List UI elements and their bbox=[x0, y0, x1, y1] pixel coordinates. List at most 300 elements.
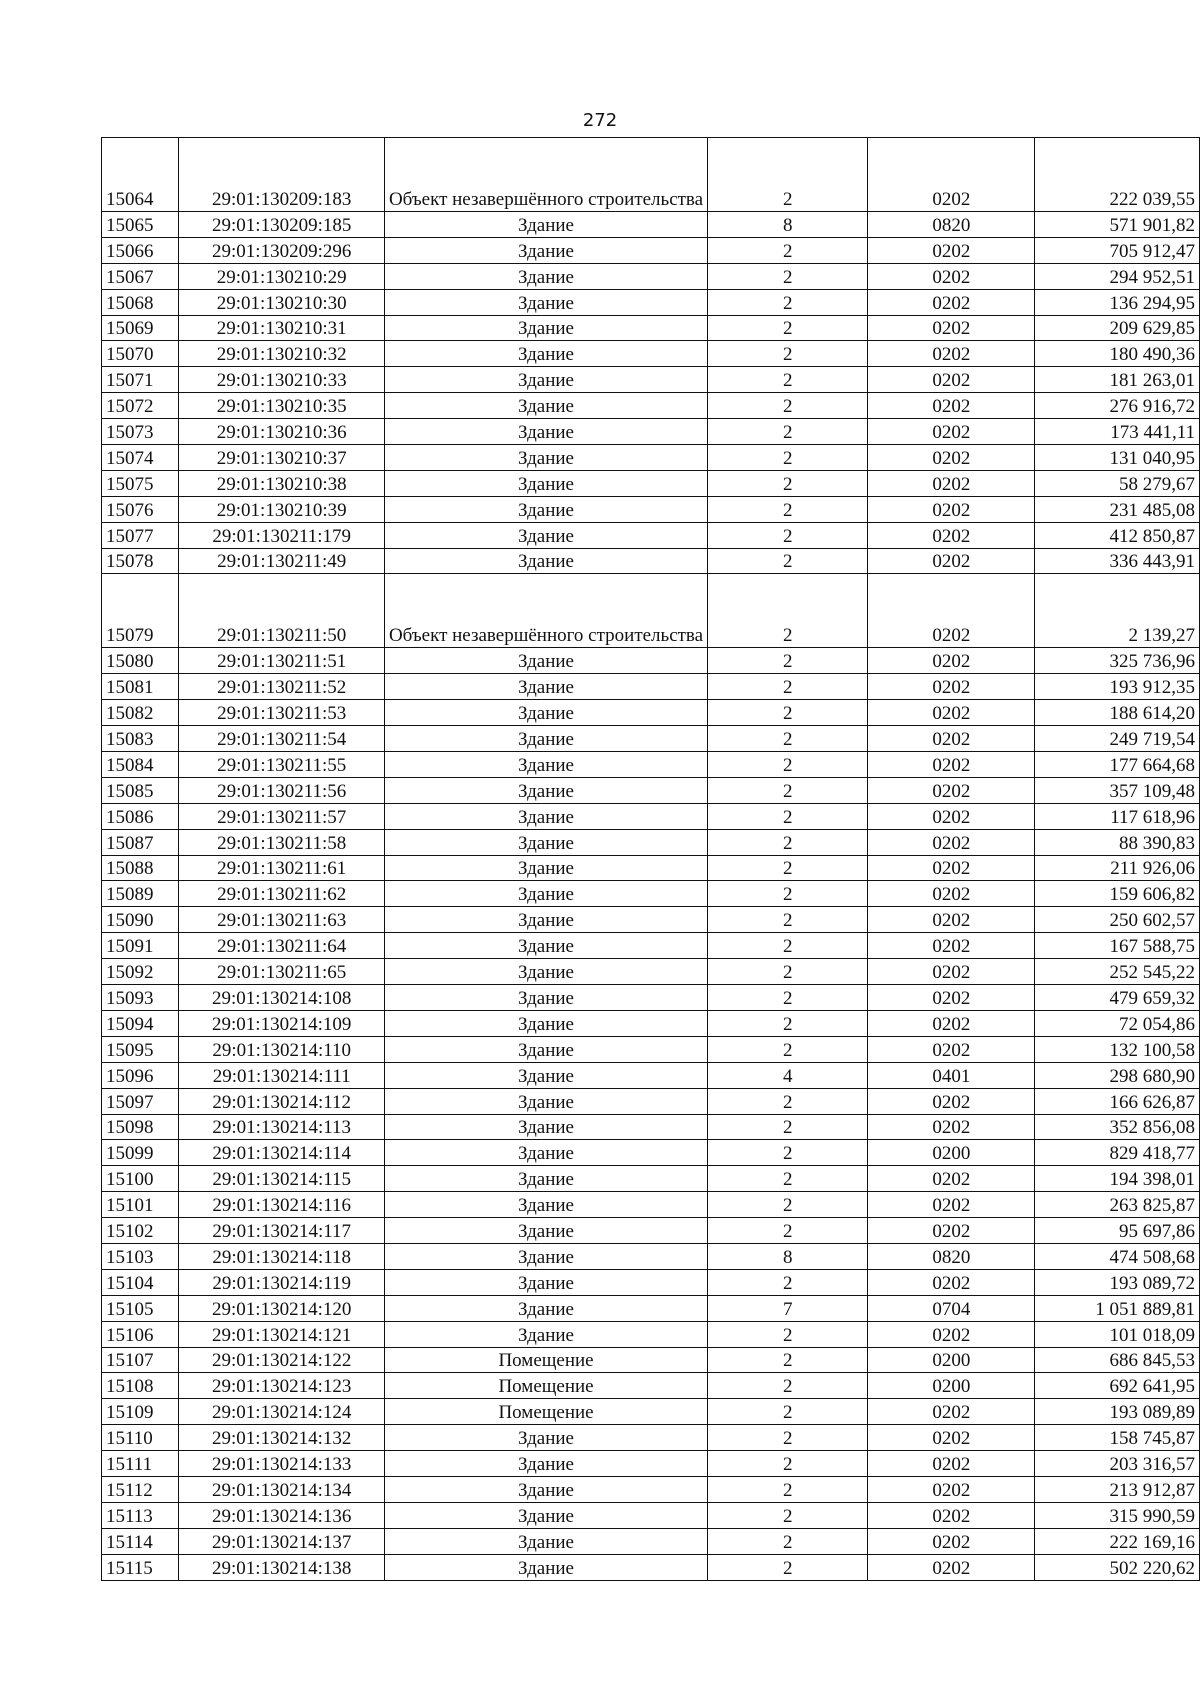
cadastral-number-cell: 29:01:130214:136 bbox=[179, 1502, 384, 1528]
object-type-cell: Здание bbox=[384, 548, 707, 574]
group-code-cell: 2 bbox=[708, 138, 868, 212]
object-type-cell: Здание bbox=[384, 907, 707, 933]
subgroup-code-cell: 0202 bbox=[868, 1192, 1035, 1218]
cadastral-value-cell: 412 850,87 bbox=[1035, 522, 1200, 548]
row-number-cell: 15099 bbox=[102, 1140, 179, 1166]
row-number-cell: 15081 bbox=[102, 674, 179, 700]
cadastral-number-cell: 29:01:130211:52 bbox=[179, 674, 384, 700]
cadastral-number-cell: 29:01:130211:63 bbox=[179, 907, 384, 933]
subgroup-code-cell: 0202 bbox=[868, 777, 1035, 803]
cadastral-value-cell: 136 294,95 bbox=[1035, 289, 1200, 315]
group-code-cell: 2 bbox=[708, 367, 868, 393]
row-number-cell: 15093 bbox=[102, 985, 179, 1011]
cadastral-value-cell: 180 490,36 bbox=[1035, 341, 1200, 367]
group-code-cell: 2 bbox=[708, 1554, 868, 1580]
row-number-cell: 15076 bbox=[102, 496, 179, 522]
object-type-cell: Здание bbox=[384, 522, 707, 548]
cadastral-number-cell: 29:01:130210:31 bbox=[179, 315, 384, 341]
subgroup-code-cell: 0202 bbox=[868, 1425, 1035, 1451]
subgroup-code-cell: 0202 bbox=[868, 496, 1035, 522]
row-number-cell: 15100 bbox=[102, 1166, 179, 1192]
group-code-cell: 2 bbox=[708, 1166, 868, 1192]
cadastral-value-cell: 209 629,85 bbox=[1035, 315, 1200, 341]
object-type-cell: Здание bbox=[384, 1010, 707, 1036]
subgroup-code-cell: 0202 bbox=[868, 933, 1035, 959]
object-type-cell: Здание bbox=[384, 829, 707, 855]
cadastral-value-cell: 222 169,16 bbox=[1035, 1528, 1200, 1554]
subgroup-code-cell: 0202 bbox=[868, 985, 1035, 1011]
subgroup-code-cell: 0200 bbox=[868, 1140, 1035, 1166]
cadastral-number-cell: 29:01:130214:116 bbox=[179, 1192, 384, 1218]
object-type-cell: Помещение bbox=[384, 1373, 707, 1399]
row-number-cell: 15065 bbox=[102, 212, 179, 238]
cadastral-number-cell: 29:01:130211:64 bbox=[179, 933, 384, 959]
cadastral-number-cell: 29:01:130214:114 bbox=[179, 1140, 384, 1166]
cadastral-number-cell: 29:01:130214:123 bbox=[179, 1373, 384, 1399]
object-type-cell: Здание bbox=[384, 496, 707, 522]
subgroup-code-cell: 0202 bbox=[868, 1036, 1035, 1062]
cadastral-value-cell: 166 626,87 bbox=[1035, 1088, 1200, 1114]
table-row bbox=[102, 1295, 1200, 1321]
subgroup-code-cell: 0202 bbox=[868, 881, 1035, 907]
row-number-cell: 15068 bbox=[102, 289, 179, 315]
group-code-cell: 2 bbox=[708, 393, 868, 419]
row-number-cell: 15075 bbox=[102, 470, 179, 496]
object-type-cell: Помещение bbox=[384, 1399, 707, 1425]
table-row bbox=[102, 1010, 1200, 1036]
object-type-cell: Здание bbox=[384, 263, 707, 289]
cadastral-number-cell: 29:01:130214:109 bbox=[179, 1010, 384, 1036]
row-number-cell: 15079 bbox=[102, 574, 179, 648]
object-type-cell: Здание bbox=[384, 1425, 707, 1451]
group-code-cell: 4 bbox=[708, 1062, 868, 1088]
subgroup-code-cell: 0202 bbox=[868, 367, 1035, 393]
group-code-cell: 2 bbox=[708, 1036, 868, 1062]
table-row bbox=[102, 548, 1200, 574]
row-number-cell: 15085 bbox=[102, 777, 179, 803]
cadastral-value-cell: 1 051 889,81 bbox=[1035, 1295, 1200, 1321]
table-row bbox=[102, 881, 1200, 907]
object-type-cell: Здание bbox=[384, 341, 707, 367]
cadastral-value-cell: 336 443,91 bbox=[1035, 548, 1200, 574]
subgroup-code-cell: 0202 bbox=[868, 445, 1035, 471]
table-row bbox=[102, 1140, 1200, 1166]
table-row bbox=[102, 1528, 1200, 1554]
cadastral-number-cell: 29:01:130209:183 bbox=[179, 138, 384, 212]
table-body bbox=[102, 138, 1200, 1581]
subgroup-code-cell: 0202 bbox=[868, 1269, 1035, 1295]
cadastral-number-cell: 29:01:130210:29 bbox=[179, 263, 384, 289]
table-row bbox=[102, 674, 1200, 700]
cadastral-number-cell: 29:01:130214:138 bbox=[179, 1554, 384, 1580]
table-row bbox=[102, 367, 1200, 393]
object-type-cell: Здание bbox=[384, 1166, 707, 1192]
group-code-cell: 2 bbox=[708, 855, 868, 881]
subgroup-code-cell: 0202 bbox=[868, 1476, 1035, 1502]
subgroup-code-cell: 0202 bbox=[868, 829, 1035, 855]
group-code-cell: 2 bbox=[708, 933, 868, 959]
cadastral-value-cell: 315 990,59 bbox=[1035, 1502, 1200, 1528]
row-number-cell: 15113 bbox=[102, 1502, 179, 1528]
row-number-cell: 15092 bbox=[102, 959, 179, 985]
group-code-cell: 2 bbox=[708, 1347, 868, 1373]
object-type-cell: Здание bbox=[384, 1554, 707, 1580]
object-type-cell: Здание bbox=[384, 726, 707, 752]
object-type-cell: Здание bbox=[384, 445, 707, 471]
cadastral-value-cell: 692 641,95 bbox=[1035, 1373, 1200, 1399]
row-number-cell: 15089 bbox=[102, 881, 179, 907]
table-row bbox=[102, 933, 1200, 959]
object-type-cell: Здание bbox=[384, 1140, 707, 1166]
cadastral-number-cell: 29:01:130210:37 bbox=[179, 445, 384, 471]
table-row bbox=[102, 1321, 1200, 1347]
group-code-cell: 2 bbox=[708, 726, 868, 752]
cadastral-number-cell: 29:01:130214:110 bbox=[179, 1036, 384, 1062]
cadastral-value-table bbox=[101, 137, 1200, 1581]
cadastral-number-cell: 29:01:130214:120 bbox=[179, 1295, 384, 1321]
cadastral-number-cell: 29:01:130211:56 bbox=[179, 777, 384, 803]
cadastral-number-cell: 29:01:130210:32 bbox=[179, 341, 384, 367]
cadastral-value-cell: 58 279,67 bbox=[1035, 470, 1200, 496]
object-type-cell: Здание bbox=[384, 700, 707, 726]
table-row bbox=[102, 289, 1200, 315]
cadastral-value-cell: 193 089,72 bbox=[1035, 1269, 1200, 1295]
object-type-cell: Здание bbox=[384, 1088, 707, 1114]
cadastral-value-cell: 177 664,68 bbox=[1035, 752, 1200, 778]
cadastral-value-cell: 194 398,01 bbox=[1035, 1166, 1200, 1192]
table-row bbox=[102, 1036, 1200, 1062]
cadastral-number-cell: 29:01:130210:38 bbox=[179, 470, 384, 496]
object-type-cell: Здание bbox=[384, 1528, 707, 1554]
table-row bbox=[102, 1347, 1200, 1373]
group-code-cell: 2 bbox=[708, 237, 868, 263]
object-type-cell: Здание bbox=[384, 985, 707, 1011]
row-number-cell: 15094 bbox=[102, 1010, 179, 1036]
cadastral-value-cell: 131 040,95 bbox=[1035, 445, 1200, 471]
cadastral-number-cell: 29:01:130211:50 bbox=[179, 574, 384, 648]
object-type-cell: Здание bbox=[384, 777, 707, 803]
cadastral-value-cell: 95 697,86 bbox=[1035, 1218, 1200, 1244]
cadastral-number-cell: 29:01:130211:53 bbox=[179, 700, 384, 726]
row-number-cell: 15080 bbox=[102, 648, 179, 674]
cadastral-number-cell: 29:01:130210:33 bbox=[179, 367, 384, 393]
group-code-cell: 2 bbox=[708, 1192, 868, 1218]
row-number-cell: 15073 bbox=[102, 419, 179, 445]
object-type-cell: Здание bbox=[384, 1218, 707, 1244]
subgroup-code-cell: 0820 bbox=[868, 1243, 1035, 1269]
cadastral-number-cell: 29:01:130211:62 bbox=[179, 881, 384, 907]
group-code-cell: 2 bbox=[708, 803, 868, 829]
cadastral-value-cell: 474 508,68 bbox=[1035, 1243, 1200, 1269]
object-type-cell: Здание bbox=[384, 959, 707, 985]
subgroup-code-cell: 0202 bbox=[868, 700, 1035, 726]
subgroup-code-cell: 0202 bbox=[868, 1399, 1035, 1425]
object-type-cell: Здание bbox=[384, 289, 707, 315]
row-number-cell: 15074 bbox=[102, 445, 179, 471]
cadastral-number-cell: 29:01:130214:111 bbox=[179, 1062, 384, 1088]
row-number-cell: 15102 bbox=[102, 1218, 179, 1244]
cadastral-value-cell: 357 109,48 bbox=[1035, 777, 1200, 803]
group-code-cell: 2 bbox=[708, 985, 868, 1011]
group-code-cell: 2 bbox=[708, 1114, 868, 1140]
object-type-cell: Здание bbox=[384, 1295, 707, 1321]
table-row bbox=[102, 237, 1200, 263]
group-code-cell: 2 bbox=[708, 341, 868, 367]
group-code-cell: 2 bbox=[708, 445, 868, 471]
table-row bbox=[102, 445, 1200, 471]
cadastral-number-cell: 29:01:130214:124 bbox=[179, 1399, 384, 1425]
cadastral-number-cell: 29:01:130210:39 bbox=[179, 496, 384, 522]
group-code-cell: 2 bbox=[708, 574, 868, 648]
subgroup-code-cell: 0202 bbox=[868, 419, 1035, 445]
subgroup-code-cell: 0202 bbox=[868, 574, 1035, 648]
group-code-cell: 2 bbox=[708, 419, 868, 445]
subgroup-code-cell: 0202 bbox=[868, 1451, 1035, 1477]
row-number-cell: 15084 bbox=[102, 752, 179, 778]
table-row bbox=[102, 470, 1200, 496]
object-type-cell: Здание bbox=[384, 393, 707, 419]
cadastral-value-cell: 117 618,96 bbox=[1035, 803, 1200, 829]
table-row bbox=[102, 1502, 1200, 1528]
cadastral-number-cell: 29:01:130211:65 bbox=[179, 959, 384, 985]
subgroup-code-cell: 0202 bbox=[868, 393, 1035, 419]
table-row bbox=[102, 1425, 1200, 1451]
group-code-cell: 8 bbox=[708, 212, 868, 238]
subgroup-code-cell: 0202 bbox=[868, 470, 1035, 496]
row-number-cell: 15105 bbox=[102, 1295, 179, 1321]
cadastral-number-cell: 29:01:130214:113 bbox=[179, 1114, 384, 1140]
row-number-cell: 15104 bbox=[102, 1269, 179, 1295]
group-code-cell: 2 bbox=[708, 1528, 868, 1554]
table-row bbox=[102, 1373, 1200, 1399]
cadastral-value-cell: 829 418,77 bbox=[1035, 1140, 1200, 1166]
cadastral-value-cell: 193 089,89 bbox=[1035, 1399, 1200, 1425]
cadastral-value-cell: 167 588,75 bbox=[1035, 933, 1200, 959]
row-number-cell: 15090 bbox=[102, 907, 179, 933]
table-row bbox=[102, 212, 1200, 238]
table-row bbox=[102, 855, 1200, 881]
cadastral-value-cell: 252 545,22 bbox=[1035, 959, 1200, 985]
table-row bbox=[102, 1062, 1200, 1088]
group-code-cell: 2 bbox=[708, 1010, 868, 1036]
object-type-cell: Здание bbox=[384, 470, 707, 496]
row-number-cell: 15097 bbox=[102, 1088, 179, 1114]
subgroup-code-cell: 0202 bbox=[868, 1321, 1035, 1347]
group-code-cell: 2 bbox=[708, 674, 868, 700]
group-code-cell: 2 bbox=[708, 522, 868, 548]
cadastral-value-cell: 276 916,72 bbox=[1035, 393, 1200, 419]
row-number-cell: 15108 bbox=[102, 1373, 179, 1399]
subgroup-code-cell: 0202 bbox=[868, 1528, 1035, 1554]
cadastral-number-cell: 29:01:130211:55 bbox=[179, 752, 384, 778]
cadastral-value-cell: 502 220,62 bbox=[1035, 1554, 1200, 1580]
cadastral-value-cell: 2 139,27 bbox=[1035, 574, 1200, 648]
table-row bbox=[102, 1476, 1200, 1502]
table-row bbox=[102, 574, 1200, 648]
cadastral-value-cell: 686 845,53 bbox=[1035, 1347, 1200, 1373]
row-number-cell: 15091 bbox=[102, 933, 179, 959]
row-number-cell: 15109 bbox=[102, 1399, 179, 1425]
object-type-cell: Здание bbox=[384, 1243, 707, 1269]
cadastral-number-cell: 29:01:130211:51 bbox=[179, 648, 384, 674]
table-row bbox=[102, 803, 1200, 829]
object-type-cell: Здание bbox=[384, 1476, 707, 1502]
cadastral-number-cell: 29:01:130210:36 bbox=[179, 419, 384, 445]
object-type-cell: Здание bbox=[384, 933, 707, 959]
cadastral-number-cell: 29:01:130214:133 bbox=[179, 1451, 384, 1477]
table-row bbox=[102, 1088, 1200, 1114]
row-number-cell: 15106 bbox=[102, 1321, 179, 1347]
table-row bbox=[102, 700, 1200, 726]
table-row bbox=[102, 1269, 1200, 1295]
group-code-cell: 2 bbox=[708, 315, 868, 341]
object-type-cell: Здание bbox=[384, 237, 707, 263]
row-number-cell: 15083 bbox=[102, 726, 179, 752]
cadastral-value-cell: 158 745,87 bbox=[1035, 1425, 1200, 1451]
row-number-cell: 15103 bbox=[102, 1243, 179, 1269]
table-row bbox=[102, 1218, 1200, 1244]
row-number-cell: 15088 bbox=[102, 855, 179, 881]
row-number-cell: 15078 bbox=[102, 548, 179, 574]
row-number-cell: 15111 bbox=[102, 1451, 179, 1477]
subgroup-code-cell: 0202 bbox=[868, 315, 1035, 341]
cadastral-number-cell: 29:01:130211:57 bbox=[179, 803, 384, 829]
cadastral-number-cell: 29:01:130211:179 bbox=[179, 522, 384, 548]
row-number-cell: 15066 bbox=[102, 237, 179, 263]
group-code-cell: 2 bbox=[708, 1451, 868, 1477]
subgroup-code-cell: 0202 bbox=[868, 341, 1035, 367]
cadastral-value-cell: 263 825,87 bbox=[1035, 1192, 1200, 1218]
object-type-cell: Здание bbox=[384, 419, 707, 445]
row-number-cell: 15101 bbox=[102, 1192, 179, 1218]
group-code-cell: 2 bbox=[708, 1373, 868, 1399]
row-number-cell: 15069 bbox=[102, 315, 179, 341]
table-row bbox=[102, 752, 1200, 778]
cadastral-value-cell: 294 952,51 bbox=[1035, 263, 1200, 289]
cadastral-number-cell: 29:01:130211:54 bbox=[179, 726, 384, 752]
group-code-cell: 2 bbox=[708, 648, 868, 674]
table-row bbox=[102, 263, 1200, 289]
subgroup-code-cell: 0202 bbox=[868, 522, 1035, 548]
object-type-cell: Здание bbox=[384, 1269, 707, 1295]
cadastral-value-cell: 250 602,57 bbox=[1035, 907, 1200, 933]
cadastral-number-cell: 29:01:130209:185 bbox=[179, 212, 384, 238]
group-code-cell: 2 bbox=[708, 907, 868, 933]
object-type-cell: Здание bbox=[384, 1451, 707, 1477]
table-row bbox=[102, 985, 1200, 1011]
subgroup-code-cell: 0401 bbox=[868, 1062, 1035, 1088]
table-row bbox=[102, 1399, 1200, 1425]
table-row bbox=[102, 907, 1200, 933]
table-row bbox=[102, 959, 1200, 985]
object-type-cell: Здание bbox=[384, 803, 707, 829]
cadastral-value-cell: 159 606,82 bbox=[1035, 881, 1200, 907]
row-number-cell: 15110 bbox=[102, 1425, 179, 1451]
cadastral-number-cell: 29:01:130214:119 bbox=[179, 1269, 384, 1295]
group-code-cell: 2 bbox=[708, 1425, 868, 1451]
object-type-cell: Здание bbox=[384, 752, 707, 778]
cadastral-value-cell: 72 054,86 bbox=[1035, 1010, 1200, 1036]
subgroup-code-cell: 0202 bbox=[868, 138, 1035, 212]
subgroup-code-cell: 0202 bbox=[868, 752, 1035, 778]
subgroup-code-cell: 0202 bbox=[868, 1010, 1035, 1036]
row-number-cell: 15072 bbox=[102, 393, 179, 419]
cadastral-number-cell: 29:01:130211:49 bbox=[179, 548, 384, 574]
cadastral-number-cell: 29:01:130214:121 bbox=[179, 1321, 384, 1347]
cadastral-value-cell: 705 912,47 bbox=[1035, 237, 1200, 263]
table-row bbox=[102, 341, 1200, 367]
group-code-cell: 2 bbox=[708, 1088, 868, 1114]
subgroup-code-cell: 0202 bbox=[868, 548, 1035, 574]
table-row bbox=[102, 419, 1200, 445]
subgroup-code-cell: 0704 bbox=[868, 1295, 1035, 1321]
table-row bbox=[102, 1114, 1200, 1140]
table-row bbox=[102, 315, 1200, 341]
table-row bbox=[102, 393, 1200, 419]
object-type-cell: Здание bbox=[384, 367, 707, 393]
cadastral-value-cell: 213 912,87 bbox=[1035, 1476, 1200, 1502]
group-code-cell: 2 bbox=[708, 959, 868, 985]
cadastral-value-cell: 101 018,09 bbox=[1035, 1321, 1200, 1347]
group-code-cell: 2 bbox=[708, 496, 868, 522]
subgroup-code-cell: 0200 bbox=[868, 1347, 1035, 1373]
row-number-cell: 15086 bbox=[102, 803, 179, 829]
cadastral-value-cell: 132 100,58 bbox=[1035, 1036, 1200, 1062]
object-type-cell: Здание bbox=[384, 1321, 707, 1347]
subgroup-code-cell: 0202 bbox=[868, 803, 1035, 829]
table-row bbox=[102, 496, 1200, 522]
object-type-cell: Здание bbox=[384, 881, 707, 907]
cadastral-number-cell: 29:01:130210:35 bbox=[179, 393, 384, 419]
group-code-cell: 2 bbox=[708, 881, 868, 907]
subgroup-code-cell: 0200 bbox=[868, 1373, 1035, 1399]
table-row bbox=[102, 138, 1200, 212]
group-code-cell: 2 bbox=[708, 752, 868, 778]
page-number: 272 bbox=[582, 110, 618, 131]
group-code-cell: 2 bbox=[708, 777, 868, 803]
object-type-cell: Здание bbox=[384, 212, 707, 238]
group-code-cell: 2 bbox=[708, 1399, 868, 1425]
cadastral-value-cell: 352 856,08 bbox=[1035, 1114, 1200, 1140]
subgroup-code-cell: 0202 bbox=[868, 674, 1035, 700]
table-row bbox=[102, 829, 1200, 855]
group-code-cell: 2 bbox=[708, 829, 868, 855]
row-number-cell: 15107 bbox=[102, 1347, 179, 1373]
cadastral-number-cell: 29:01:130214:112 bbox=[179, 1088, 384, 1114]
subgroup-code-cell: 0202 bbox=[868, 1166, 1035, 1192]
subgroup-code-cell: 0202 bbox=[868, 1502, 1035, 1528]
group-code-cell: 2 bbox=[708, 548, 868, 574]
table-row bbox=[102, 1166, 1200, 1192]
group-code-cell: 2 bbox=[708, 1502, 868, 1528]
subgroup-code-cell: 0202 bbox=[868, 959, 1035, 985]
row-number-cell: 15112 bbox=[102, 1476, 179, 1502]
group-code-cell: 7 bbox=[708, 1295, 868, 1321]
cadastral-value-cell: 231 485,08 bbox=[1035, 496, 1200, 522]
group-code-cell: 2 bbox=[708, 1321, 868, 1347]
subgroup-code-cell: 0202 bbox=[868, 1114, 1035, 1140]
cadastral-number-cell: 29:01:130214:122 bbox=[179, 1347, 384, 1373]
group-code-cell: 2 bbox=[708, 700, 868, 726]
table-row bbox=[102, 1243, 1200, 1269]
row-number-cell: 15067 bbox=[102, 263, 179, 289]
cadastral-number-cell: 29:01:130214:117 bbox=[179, 1218, 384, 1244]
subgroup-code-cell: 0202 bbox=[868, 855, 1035, 881]
table-row bbox=[102, 1451, 1200, 1477]
cadastral-value-cell: 211 926,06 bbox=[1035, 855, 1200, 881]
cadastral-number-cell: 29:01:130214:132 bbox=[179, 1425, 384, 1451]
group-code-cell: 2 bbox=[708, 289, 868, 315]
